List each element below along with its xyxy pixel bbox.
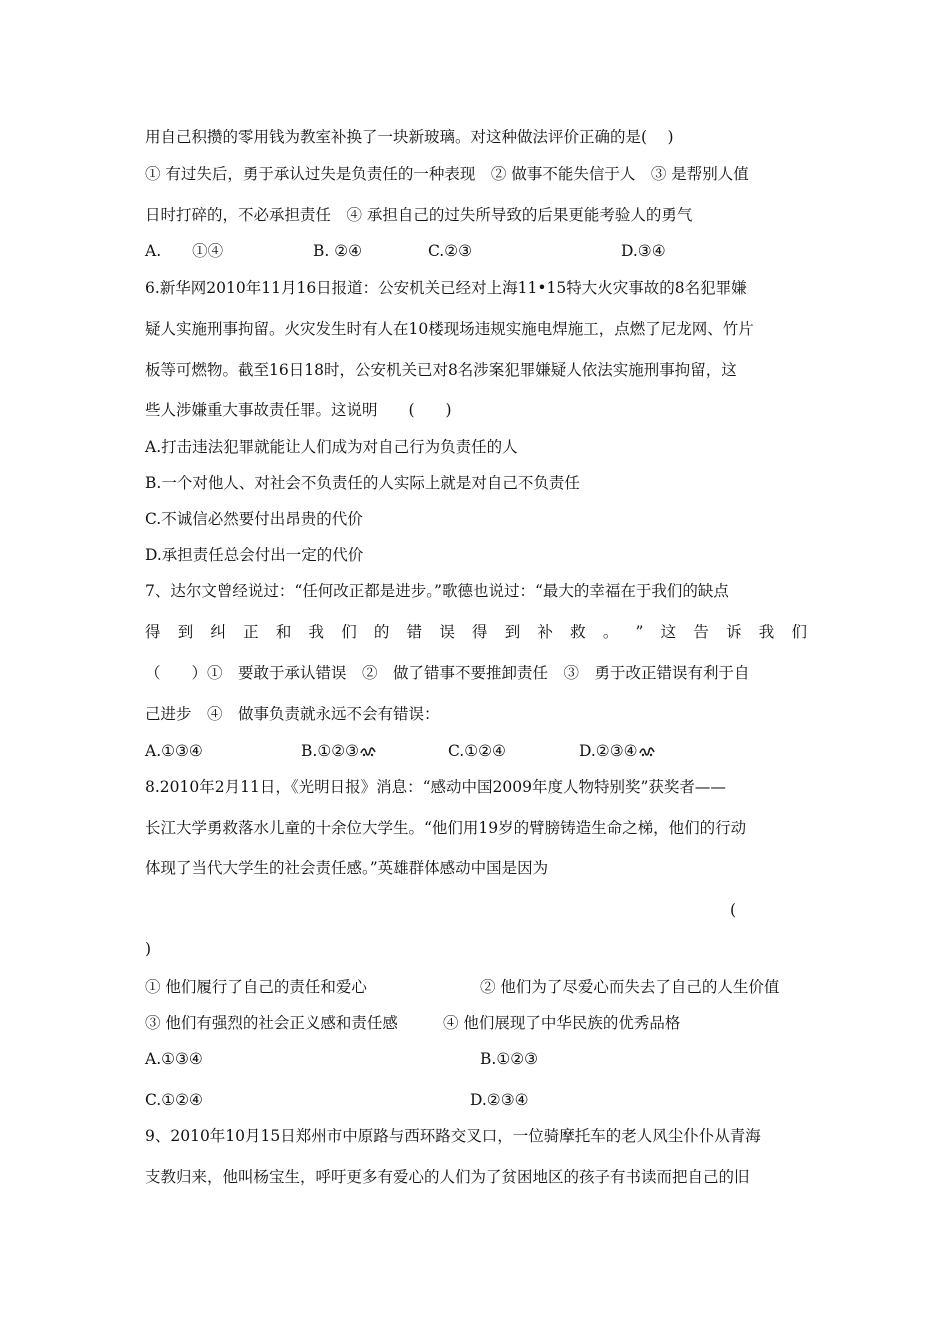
q7-option-b: B.①②③ — [301, 741, 376, 761]
q7-char: 和 — [275, 623, 292, 641]
q6-option-c: C.不诚信必然要付出昂贵的代价 — [145, 510, 363, 528]
q7-char: 补 — [537, 623, 553, 641]
q8-stem-line-3: 体现了当代大学生的社会责任感。”英雄群体感动中国是因为 — [145, 859, 549, 877]
q6-option-a: A.打击违法犯罪就能让人们成为对自己行为负责任的人 — [145, 438, 518, 456]
q8-answer-paren-close: ) — [145, 940, 152, 958]
q5-continuation: 用自己积攒的零用钱为教室补换了一块新玻璃。对这种做法评价正确的是( ) — [145, 128, 674, 146]
q8-option-b: B.①②③ — [480, 1050, 539, 1068]
q7-char: 得 — [472, 623, 488, 641]
q6-stem-line-2: 疑人实施刑事拘留。火灾发生时有人在10楼现场违规实施电焊施工，点燃了尼龙网、竹片 — [145, 320, 754, 338]
q7-stem-line-3: （ ）① 要敢于承认错误 ② 做了错事不要推卸责任 ③ 勇于改正错误有利于自 — [145, 664, 750, 682]
q9-stem-line-2: 支教归来，他叫杨宝生，呼吁更多有爱心的人们为了贫困地区的孩子有书读而把自己的旧 — [145, 1168, 750, 1186]
q5-options — [145, 241, 807, 261]
q7-options — [145, 741, 807, 761]
q7-option-a: A.①③④ — [145, 742, 203, 760]
q7-char: 们 — [341, 623, 357, 641]
q7-char: 正 — [243, 623, 259, 641]
q7-option-c: C.①②④ — [448, 742, 506, 760]
q7-char: 救 — [570, 623, 586, 641]
q7-stem-line-2 — [145, 622, 807, 642]
q8-stem-line-2: 长江大学勇救落水儿童的十余位大学生。“他们用19岁的臂膀铸造生命之梯，他们的行动 — [145, 819, 747, 837]
q7-stem-line-1: 7、达尔文曾经说过：“任何改正都是进步。”歌德也说过：“最大的幸福在于我们的缺点 — [145, 582, 729, 600]
q7-char: 我 — [308, 623, 325, 641]
q8-answer-paren-open: ( — [730, 901, 737, 919]
q5-option-b: B. ②④ — [313, 242, 363, 260]
q8-options-line-1 — [145, 1049, 807, 1069]
q7-char: 到 — [177, 623, 194, 641]
q6-stem-line-4: 些人涉嫌重大事故责任罪。这说明 ( ) — [145, 401, 452, 419]
q8-statements-line-2 — [145, 1013, 807, 1033]
q5-option-c: C.②③ — [428, 242, 473, 260]
q7-char: 得 — [145, 623, 161, 641]
q7-char: 们 — [791, 623, 807, 641]
q7-char: 纠 — [210, 623, 226, 641]
squiggle-mark-icon — [360, 747, 376, 757]
squiggle-mark-icon — [639, 747, 655, 757]
q7-option-d: D.②③④ — [579, 741, 655, 761]
q7-char: 。 — [602, 623, 619, 641]
q7-char: 告 — [693, 623, 709, 641]
q7-char: ” — [635, 623, 644, 641]
q8-option-d: D.②③④ — [470, 1091, 529, 1109]
q5-option-a: A. ①④ — [145, 242, 224, 260]
q8-options-line-2 — [145, 1090, 807, 1110]
q8-statement-1: ① 他们履行了自己的责任和爱心 — [145, 978, 367, 996]
q7-char: 我 — [758, 623, 775, 641]
q7-stem-line-4: 己进步 ④ 做事负责就永远不会有错误： — [145, 705, 440, 723]
q5-option-d: D.③④ — [621, 242, 666, 260]
q5-statements-line-1: ① 有过失后，勇于承认过失是负责任的一种表现 ② 做事不能失信于人 ③ 是帮别人值 — [145, 165, 749, 183]
q7-char: 到 — [504, 623, 521, 641]
q7-char: 这 — [660, 623, 677, 641]
q6-option-b: B.一个对他人、对社会不负责任的人实际上就是对自己不负责任 — [145, 474, 580, 492]
q8-option-c: C.①②④ — [145, 1091, 203, 1109]
q6-stem-line-3: 板等可燃物。截至16日18时，公安机关已对8名涉案犯罪嫌疑人依法实施刑事拘留，这 — [145, 361, 737, 379]
q7-char: 错 — [406, 623, 423, 641]
q8-statement-2: ② 他们为了尽爱心而失去了自己的人生价值 — [480, 978, 780, 996]
q6-option-d: D.承担责任总会付出一定的代价 — [145, 546, 364, 564]
q8-stem-line-1: 8.2010年2月11日，《光明日报》消息：“感动中国2009年度人物特别奖”获奖者—— — [145, 778, 726, 796]
q5-statements-line-2: 日时打碎的，不必承担责任 ④ 承担自己的过失所导致的后果更能考验人的勇气 — [145, 206, 693, 224]
q8-statements-line-1 — [145, 977, 807, 997]
q7-char: 误 — [439, 623, 455, 641]
q6-stem-line-1: 6.新华网2010年11月16日报道：公安机关已经对上海11•15特大火灾事故的8名犯罪嫌 — [145, 279, 747, 297]
q9-stem-line-1: 9、2010年10月15日郑州市中原路与西环路交叉口，一位骑摩托车的老人风尘仆仆从青海 — [145, 1127, 761, 1145]
q8-statement-4: ④ 他们展现了中华民族的优秀品格 — [443, 1014, 681, 1032]
q8-statement-3: ③ 他们有强烈的社会正义感和责任感 — [145, 1014, 398, 1032]
q7-char: 的 — [373, 623, 390, 641]
q7-char: 诉 — [726, 623, 742, 641]
q8-option-a: A.①③④ — [145, 1050, 203, 1068]
